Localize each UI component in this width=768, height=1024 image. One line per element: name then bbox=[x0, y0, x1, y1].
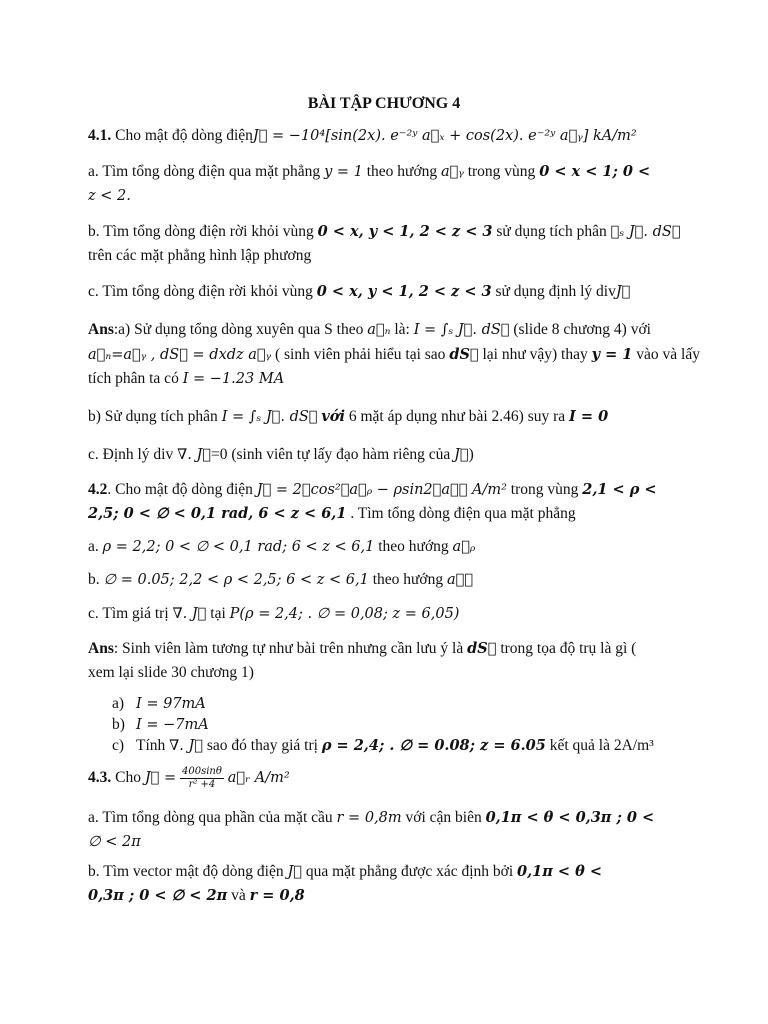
at-text: tại bbox=[210, 605, 226, 622]
answer-value: I = 97mA bbox=[136, 696, 206, 712]
answer-4-2 bbox=[88, 637, 684, 661]
angle-bounds-cont: 0,3π ; 0 < ∅ < 2π bbox=[88, 887, 228, 904]
answer-text: : Sinh viên làm tương tự như bài trên nhưng cần lưu ý là bbox=[113, 640, 464, 657]
part-c-text: c. Tìm tổng dòng điện rời khỏi vùng bbox=[88, 283, 313, 300]
answer-value: I = −1.23 MA bbox=[182, 371, 285, 387]
problem-question: . Tìm tổng dòng điện qua mặt phẳng bbox=[350, 505, 576, 522]
divergence-expression: ∇. J⃗ bbox=[177, 447, 211, 463]
answer-value: I = 0 bbox=[569, 408, 609, 425]
bounds-text: với cận biên bbox=[405, 809, 482, 826]
problem-4-1-part-b bbox=[88, 220, 684, 244]
answer-text-tail: =0 (sinh viên tự lấy đạo hàm riêng của bbox=[210, 446, 451, 463]
problem-4-2-part-b bbox=[88, 568, 684, 592]
plane-equation: y = 1 bbox=[591, 346, 633, 363]
evaluation-point: P(ρ = 2,4; . ∅ = 0,08; z = 6,05) bbox=[229, 606, 460, 622]
answer-4-2-cont bbox=[88, 661, 684, 685]
region-bounds-cont: z < 2. bbox=[88, 188, 131, 204]
problem-4-2-part-a bbox=[88, 535, 684, 559]
substitution-values: ρ = 2,4; . ∅ = 0.08; z = 6.05 bbox=[321, 737, 546, 754]
fraction bbox=[180, 766, 224, 791]
direction-text: theo hướng bbox=[378, 538, 449, 555]
problem-intro: Cho mật độ dòng điện bbox=[115, 127, 253, 144]
page-title: BÀI TẬP CHƯƠNG 4 bbox=[307, 95, 461, 112]
normal-vector: a⃗ₙ bbox=[367, 322, 391, 338]
answer-4-1-c bbox=[88, 443, 684, 467]
answer-text-tail: 6 mặt áp dụng như bài 2.46) suy ra bbox=[348, 408, 566, 425]
answer-list-item-c bbox=[112, 734, 684, 758]
part-b-text-cont: trên các mặt phẳng hình lập phương bbox=[88, 247, 312, 264]
list-marker: c) bbox=[112, 737, 125, 754]
problem-4-3-statement bbox=[88, 766, 684, 796]
answer-text-tail: trong tọa độ trụ là gì ( bbox=[500, 640, 637, 657]
radius-value: r = 0,8 bbox=[249, 887, 305, 904]
region-text: trong vùng bbox=[467, 163, 536, 180]
closing-paren: ) bbox=[468, 446, 474, 463]
divergence-expression: ∇. J⃗ bbox=[172, 606, 207, 622]
surface-element-equation: a⃗ₙ=a⃗ᵧ , dS⃗ = dxdz a⃗ᵧ bbox=[88, 347, 272, 363]
direction-text: theo hướng bbox=[366, 163, 438, 180]
problem-4-2-statement-cont bbox=[88, 502, 684, 526]
problem-number: 4.1. bbox=[88, 127, 112, 144]
direction-vector: a⃗ᵧ bbox=[441, 164, 464, 180]
problem-4-3-part-b bbox=[88, 860, 684, 884]
region-bounds: 0 < x, y < 1, 2 < z < 3 bbox=[316, 283, 492, 300]
list-marker: b) bbox=[112, 716, 125, 733]
answer-text: :a) Sử dụng tổng dòng xuyên qua S theo bbox=[113, 321, 364, 338]
answer-label: Ans bbox=[88, 321, 114, 338]
problem-number: 4.3. bbox=[88, 769, 112, 787]
part-a-text: a. Tìm tổng dòng điện qua mặt phẳng bbox=[88, 163, 321, 180]
method-text: sử dụng định lý div bbox=[495, 283, 616, 300]
current-integral: I = ∫ₛ J⃗. dS⃗ bbox=[221, 409, 318, 425]
answer-text-mid: sao đó thay giá trị bbox=[206, 737, 318, 754]
part-a-text: a. Tìm tổng dòng qua phần của mặt cầu bbox=[88, 809, 333, 826]
problem-4-3-part-a bbox=[88, 806, 684, 830]
current-density-lhs: J⃗ = bbox=[144, 770, 177, 787]
part-c-text: c. Tìm giá trị bbox=[88, 605, 169, 622]
part-b-text: b. Tìm tổng dòng điện rời khỏi vùng bbox=[88, 223, 314, 240]
fraction-numerator: 400sinθ bbox=[182, 766, 222, 777]
problem-4-3-part-b-cont bbox=[88, 884, 684, 908]
surface-bounds: ∅ = 0.05; 2,2 < ρ < 2,5; 6 < z < 6,1 bbox=[103, 572, 369, 588]
answer-text-tail: (slide 8 chương 4) với bbox=[513, 321, 651, 338]
problem-4-1-part-a bbox=[88, 160, 684, 184]
answer-label: Ans bbox=[88, 640, 114, 657]
plane-equation: y = 1 bbox=[324, 164, 363, 180]
problem-4-3-part-a-cont bbox=[88, 830, 684, 854]
region-bounds: 2,1 < ρ < bbox=[582, 481, 657, 498]
current-density-symbol: J⃗ bbox=[287, 864, 302, 880]
part-b-text: b. Tìm vector mật độ dòng điện bbox=[88, 863, 284, 880]
region-bounds: 0 < x < 1; 0 < bbox=[539, 163, 651, 180]
answer-value: I = −7mA bbox=[136, 717, 209, 733]
and-text: và bbox=[231, 887, 246, 904]
problem-4-1-part-a-cont bbox=[88, 184, 684, 208]
direction-text: theo hướng bbox=[372, 571, 444, 588]
answer-text: ( sinh viên phải hiểu tại sao bbox=[274, 346, 446, 363]
answer-text-tail: lại như vậy) thay bbox=[482, 346, 588, 363]
surface-element: dS⃗ bbox=[467, 640, 497, 657]
angle-bounds-cont: ∅ < 2π bbox=[88, 834, 141, 850]
angle-bounds: 0,1π < θ < 0,3π ; 0 < bbox=[485, 809, 655, 826]
answer-with: với bbox=[321, 408, 345, 425]
answer-result: kết quả là 2A/m³ bbox=[549, 737, 654, 754]
region-text: trong vùng bbox=[510, 481, 579, 498]
current-density-symbol: J⃗ bbox=[615, 284, 631, 300]
part-label: a. bbox=[88, 538, 99, 555]
answer-text: tích phân ta có bbox=[88, 370, 179, 387]
problem-4-2-part-c bbox=[88, 602, 684, 626]
surface-bounds: ρ = 2,2; 0 < ∅ < 0,1 rad; 6 < z < 6,1 bbox=[102, 539, 375, 555]
direction-vector: a⃗∅ bbox=[446, 572, 474, 588]
radius-value: r = 0,8m bbox=[336, 810, 402, 826]
surface-integral: ∮ₛ J⃗. dS⃗ bbox=[610, 224, 681, 240]
problem-4-1-part-c bbox=[88, 280, 684, 304]
part-b-text-mid: qua mặt phẳng được xác định bởi bbox=[305, 863, 514, 880]
answer-text: b) Sử dụng tích phân bbox=[88, 408, 218, 425]
answer-4-1-a-line2 bbox=[88, 343, 700, 367]
divergence-expression: ∇. J⃗ bbox=[169, 738, 204, 754]
current-density-rhs: a⃗ᵣ A/m² bbox=[227, 770, 290, 787]
answer-text: Tính bbox=[136, 737, 166, 754]
problem-intro: Cho bbox=[115, 769, 141, 787]
list-marker: a) bbox=[112, 695, 125, 712]
problem-4-1-part-b-cont bbox=[88, 244, 684, 268]
answer-text-cont: xem lại slide 30 chương 1) bbox=[88, 664, 254, 681]
region-bounds-cont: 2,5; 0 < ∅ < 0,1 rad, 6 < z < 6,1 bbox=[88, 505, 347, 522]
part-label: b. bbox=[88, 571, 100, 588]
problem-4-2-statement bbox=[88, 478, 684, 502]
answer-text-end: vào và lấy bbox=[636, 346, 700, 363]
angle-bounds: 0,1π < θ < bbox=[517, 863, 603, 880]
direction-vector: a⃗ᵨ bbox=[452, 539, 476, 555]
fraction-denominator: r² +4 bbox=[188, 779, 216, 790]
problem-4-1-statement bbox=[88, 124, 684, 148]
region-bounds: 0 < x, y < 1, 2 < z < 3 bbox=[317, 223, 493, 240]
answer-text: c. Định lý div bbox=[88, 446, 174, 463]
current-density-equation: J⃗ = 2∅cos²∅a⃗ᵨ − ρsin2∅a⃗∅ A/m² bbox=[256, 482, 507, 498]
current-density-symbol: J⃗ bbox=[454, 447, 469, 463]
answer-4-1-a bbox=[88, 318, 684, 342]
current-density-equation: J⃗ = −10⁴[sin(2x). e⁻²ʸ a⃗ₓ + cos(2x). e⁻²ʸ a⃗ᵧ] kA/m² bbox=[252, 128, 637, 144]
problem-number: 4.2 bbox=[88, 481, 108, 498]
current-integral: I = ∫ₛ J⃗. dS⃗ bbox=[413, 322, 510, 338]
problem-intro: . Cho mật độ dòng điện bbox=[107, 481, 253, 498]
answer-4-1-b bbox=[88, 405, 684, 429]
surface-element: dS⃗ bbox=[449, 346, 479, 363]
method-text: sử dụng tích phân bbox=[496, 223, 607, 240]
answer-4-1-a-line3 bbox=[88, 367, 684, 391]
answer-text-la: là: bbox=[394, 321, 410, 338]
